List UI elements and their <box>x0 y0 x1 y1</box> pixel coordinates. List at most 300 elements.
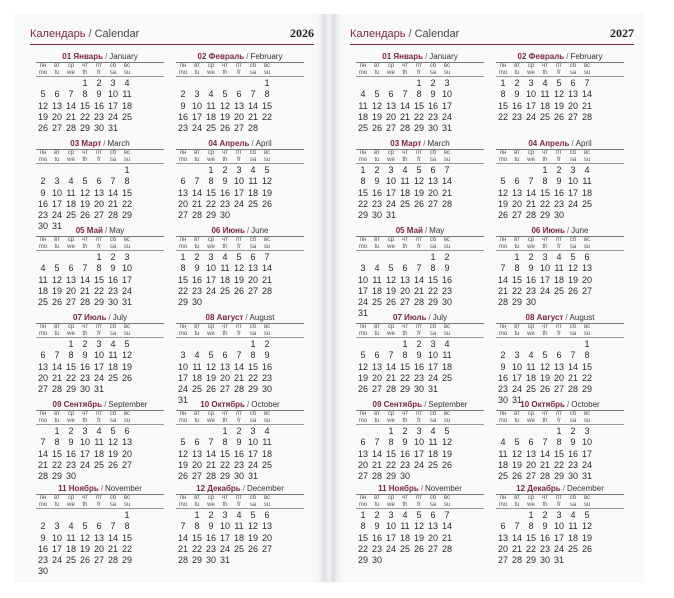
day-cell: 13 <box>65 274 76 285</box>
month-title <box>176 139 304 150</box>
weekday-label: сб <box>429 411 437 417</box>
day-cell: 22 <box>191 543 202 554</box>
month-name-ru: 10 Октябрь <box>200 400 245 409</box>
day-cell: 7 <box>570 350 576 361</box>
day-cell: 5 <box>180 437 186 448</box>
day-cell: 18 <box>219 274 230 285</box>
day-cell: 6 <box>388 89 394 100</box>
day-cell: 1 <box>222 426 228 436</box>
day-cell: 16 <box>427 100 438 111</box>
day-empty <box>204 78 218 89</box>
day-cell: 11 <box>262 437 272 448</box>
day-empty <box>370 426 384 437</box>
weekday-label: вс <box>583 495 591 501</box>
year-label: 2026 <box>290 26 314 40</box>
weekday-label: th <box>82 156 88 163</box>
month-block <box>36 313 164 401</box>
weekday-label: ср <box>527 495 535 501</box>
day-cell: 9 <box>180 100 186 111</box>
day-cell: 22 <box>385 459 396 470</box>
weekday-label: sa <box>429 417 437 424</box>
weekday-label: tu <box>374 501 380 508</box>
day-cell: 3 <box>388 510 394 520</box>
day-cell: 2 <box>208 510 214 520</box>
separator: / <box>242 484 245 493</box>
weekday-label: вт <box>514 150 520 156</box>
day-cell: 16 <box>539 532 550 543</box>
weekday-row-en <box>36 502 164 510</box>
weekday-label: вт <box>374 150 380 156</box>
weekday-label: sa <box>429 501 437 508</box>
day-cell: 26 <box>79 210 90 221</box>
day-empty <box>510 426 524 437</box>
week-row <box>356 297 484 308</box>
week-row <box>176 112 304 123</box>
weekday-label: mo <box>38 330 48 337</box>
weekday-label: вт <box>514 237 520 243</box>
day-cell: 28 <box>385 384 396 395</box>
day-cell: 27 <box>511 210 522 221</box>
day-cell: 4 <box>584 165 590 175</box>
day-cell: 3 <box>222 510 228 520</box>
day-cell: 1 <box>360 165 366 175</box>
month-name-ru: 05 Май <box>395 226 423 235</box>
weekday-label: th <box>222 330 228 337</box>
day-empty <box>398 78 412 89</box>
day-cell: 1 <box>68 339 74 349</box>
weekday-label: fr <box>417 69 421 76</box>
weekday-label: su <box>123 501 131 508</box>
day-cell: 26 <box>385 297 396 308</box>
day-cell: 30 <box>219 210 230 221</box>
day-cell: 12 <box>233 263 244 274</box>
day-cell: 5 <box>82 176 88 187</box>
day-cell: 8 <box>68 350 74 361</box>
weekday-label: вс <box>263 324 271 330</box>
day-cell: 13 <box>427 521 438 532</box>
weekday-label: сб <box>109 495 117 501</box>
weekday-label: сб <box>249 63 257 69</box>
weekday-label: tu <box>54 243 60 250</box>
day-empty <box>552 339 566 350</box>
day-cell: 25 <box>233 543 244 554</box>
day-cell: 11 <box>554 263 564 274</box>
day-cell: 20 <box>233 111 244 122</box>
day-cell: 27 <box>93 210 104 221</box>
day-cell: 3 <box>556 510 562 520</box>
month-name-ru: 01 Январь <box>62 52 104 61</box>
day-cell: 11 <box>400 521 410 532</box>
day-cell: 20 <box>261 532 272 543</box>
day-cell: 4 <box>250 165 256 175</box>
day-cell: 31 <box>511 395 522 406</box>
day-cell: 13 <box>581 263 592 274</box>
page-2027 <box>334 14 644 582</box>
weekday-label: ср <box>527 150 535 156</box>
day-cell: 27 <box>177 210 188 221</box>
day-empty <box>36 78 50 89</box>
month-name-en: December <box>246 484 284 493</box>
day-cell: 7 <box>180 521 186 532</box>
week-row <box>496 555 624 566</box>
day-cell: 1 <box>360 510 366 520</box>
day-cell: 18 <box>441 361 452 372</box>
day-cell: 9 <box>68 437 74 448</box>
month-title <box>356 52 484 63</box>
day-cell: 24 <box>539 285 550 296</box>
month-name-ru: 12 Декабрь <box>516 484 561 493</box>
day-cell: 27 <box>581 285 592 296</box>
weekday-label: чт <box>402 237 408 243</box>
day-cell: 18 <box>553 274 564 285</box>
week-row <box>356 533 484 544</box>
day-cell: 19 <box>567 274 578 285</box>
day-empty <box>36 252 50 263</box>
day-empty <box>64 510 78 521</box>
day-cell: 20 <box>51 111 62 122</box>
day-cell: 10 <box>191 100 202 111</box>
day-cell: 24 <box>191 123 202 134</box>
day-cell: 17 <box>233 187 244 198</box>
weekday-label: пн <box>179 324 187 330</box>
day-empty <box>356 339 370 350</box>
month-name-en: August <box>569 313 595 322</box>
weekday-row-en <box>356 70 484 78</box>
day-empty <box>524 426 538 437</box>
week-row <box>176 89 304 100</box>
week-row <box>496 350 624 361</box>
day-cell: 3 <box>194 89 200 100</box>
day-cell: 16 <box>93 100 104 111</box>
day-cell: 14 <box>51 361 62 372</box>
month-block <box>36 484 164 577</box>
day-cell: 19 <box>107 448 118 459</box>
weekday-label: tu <box>374 417 380 424</box>
weekday-label: su <box>263 156 271 163</box>
weekday-label: вс <box>583 411 591 417</box>
weekday-label: пн <box>179 237 187 243</box>
day-cell: 30 <box>191 297 202 308</box>
day-cell: 21 <box>79 285 90 296</box>
day-cell: 2 <box>194 252 200 262</box>
day-cell: 31 <box>107 123 118 134</box>
week-row <box>496 426 624 437</box>
month-title <box>496 226 624 237</box>
day-cell: 6 <box>54 89 60 100</box>
separator: / <box>424 400 427 409</box>
day-empty <box>356 426 370 437</box>
weekday-label: вс <box>443 411 451 417</box>
day-cell: 6 <box>584 252 590 262</box>
day-cell: 10 <box>121 263 132 274</box>
day-cell: 11 <box>568 521 578 532</box>
day-cell: 29 <box>385 471 396 482</box>
day-cell: 1 <box>208 165 214 175</box>
weekday-row-en <box>356 418 484 426</box>
weekday-label: пн <box>499 237 507 243</box>
month-name-ru: 08 Август <box>525 313 564 322</box>
day-cell: 26 <box>37 123 48 134</box>
day-cell: 27 <box>37 384 48 395</box>
day-cell: 29 <box>191 555 202 566</box>
day-cell: 5 <box>388 263 394 274</box>
day-cell: 24 <box>219 543 230 554</box>
weekday-label: пт <box>416 63 422 69</box>
day-cell: 10 <box>233 176 244 187</box>
month-name-en: May <box>109 226 125 235</box>
weekday-label: su <box>123 69 131 76</box>
day-cell: 16 <box>567 448 578 459</box>
weekday-label: вс <box>123 150 131 156</box>
weekday-label: sa <box>429 243 437 250</box>
day-cell: 1 <box>124 165 130 175</box>
weekday-row-en <box>176 418 304 426</box>
weekday-label: сб <box>569 495 577 501</box>
day-cell: 20 <box>553 372 564 383</box>
day-cell: 18 <box>399 187 410 198</box>
week-row <box>176 210 304 221</box>
day-empty <box>356 252 370 263</box>
day-cell: 21 <box>581 100 592 111</box>
day-cell: 5 <box>250 510 256 520</box>
weekday-label: сб <box>569 150 577 156</box>
day-cell: 1 <box>500 78 506 88</box>
day-cell: 5 <box>570 252 576 262</box>
day-cell: 21 <box>247 111 258 122</box>
day-cell: 16 <box>219 187 230 198</box>
day-cell: 13 <box>567 89 578 100</box>
day-cell: 28 <box>441 198 452 209</box>
day-cell: 27 <box>191 471 202 482</box>
week-row <box>496 362 624 373</box>
weekday-label: пн <box>179 411 187 417</box>
day-empty <box>232 339 246 350</box>
weekday-label: пн <box>359 63 367 69</box>
weekday-label: вс <box>443 237 451 243</box>
day-cell: 23 <box>261 372 272 383</box>
day-cell: 9 <box>264 350 270 361</box>
day-cell: 11 <box>206 100 216 111</box>
month-block <box>176 52 304 140</box>
weekday-label: вс <box>443 324 451 330</box>
day-cell: 7 <box>264 252 270 262</box>
day-cell: 8 <box>416 89 422 100</box>
weekday-label: сб <box>109 150 117 156</box>
day-cell: 23 <box>497 384 508 395</box>
weekday-label: we <box>527 330 535 337</box>
weekday-label: пт <box>96 495 102 501</box>
week-row <box>496 263 624 274</box>
day-cell: 6 <box>40 350 46 361</box>
day-cell: 23 <box>371 198 382 209</box>
day-cell: 24 <box>107 111 118 122</box>
day-cell: 13 <box>247 263 258 274</box>
separator: / <box>251 139 254 148</box>
weekday-label: пт <box>96 324 102 330</box>
day-cell: 8 <box>542 176 548 187</box>
day-cell: 6 <box>556 350 562 361</box>
day-cell: 6 <box>500 521 506 532</box>
day-cell: 6 <box>250 252 256 262</box>
weekday-label: вт <box>194 495 200 501</box>
day-cell: 17 <box>385 187 396 198</box>
day-cell: 8 <box>194 521 200 532</box>
day-cell: 5 <box>416 165 422 175</box>
weekday-label: we <box>527 156 535 163</box>
day-cell: 1 <box>402 339 408 349</box>
weekday-label: we <box>207 330 215 337</box>
day-cell: 8 <box>500 89 506 100</box>
weekday-label: sa <box>109 501 117 508</box>
weekday-label: fr <box>97 156 101 163</box>
day-cell: 30 <box>93 123 104 134</box>
day-cell: 22 <box>93 285 104 296</box>
weekday-label: sa <box>249 156 257 163</box>
day-cell: 19 <box>247 532 258 543</box>
day-cell: 12 <box>107 437 118 448</box>
weekday-label: fr <box>557 156 561 163</box>
weekday-label: tu <box>54 69 60 76</box>
day-cell: 20 <box>371 372 382 383</box>
day-cell: 7 <box>402 89 408 100</box>
weekday-label: fr <box>417 501 421 508</box>
day-cell: 19 <box>233 274 244 285</box>
day-cell: 22 <box>399 372 410 383</box>
day-cell: 25 <box>525 384 536 395</box>
week-row <box>356 123 484 134</box>
day-cell: 22 <box>511 285 522 296</box>
week-row <box>36 544 164 555</box>
month-name-en: February <box>570 52 603 61</box>
day-cell: 26 <box>51 297 62 308</box>
weekday-label: tu <box>374 156 380 163</box>
month-block <box>356 484 484 572</box>
day-cell: 9 <box>402 437 408 448</box>
month-title <box>36 313 164 324</box>
day-cell: 31 <box>247 471 258 482</box>
weekday-label: tu <box>194 330 200 337</box>
day-cell: 25 <box>219 285 230 296</box>
day-empty <box>370 78 384 89</box>
day-cell: 9 <box>514 89 520 100</box>
day-cell: 13 <box>357 448 368 459</box>
day-cell: 10 <box>205 263 216 274</box>
week-row <box>496 176 624 187</box>
day-empty <box>64 78 78 89</box>
day-cell: 23 <box>93 111 104 122</box>
weekday-label: th <box>542 69 548 76</box>
month-title <box>176 484 304 495</box>
day-empty <box>204 339 218 350</box>
day-cell: 19 <box>553 100 564 111</box>
day-cell: 31 <box>385 210 396 221</box>
day-cell: 15 <box>247 361 258 372</box>
week-row <box>176 252 304 263</box>
day-cell: 30 <box>79 384 90 395</box>
day-empty <box>106 510 120 521</box>
day-cell: 24 <box>93 372 104 383</box>
weekday-label: su <box>123 417 131 424</box>
day-cell: 2 <box>542 510 548 520</box>
day-cell: 19 <box>37 111 48 122</box>
weekday-label: ср <box>207 150 215 156</box>
day-cell: 7 <box>110 521 116 532</box>
weekday-label: mo <box>498 156 508 163</box>
day-cell: 17 <box>121 274 132 285</box>
day-cell: 23 <box>525 285 536 296</box>
day-cell: 8 <box>584 350 590 361</box>
week-row <box>496 437 624 448</box>
day-cell: 22 <box>247 372 258 383</box>
day-cell: 14 <box>247 100 258 111</box>
week-row <box>36 384 164 395</box>
weekday-label: сб <box>569 63 577 69</box>
weekday-label: we <box>67 243 75 250</box>
day-empty <box>50 165 64 176</box>
weekday-label: чт <box>82 63 88 69</box>
day-cell: 27 <box>427 198 438 209</box>
day-cell: 11 <box>540 89 550 100</box>
day-cell: 26 <box>247 543 258 554</box>
weekday-label: ср <box>67 324 75 330</box>
weekday-label: вт <box>374 411 380 417</box>
month-title <box>496 139 624 150</box>
weekday-label: sa <box>569 69 577 76</box>
weekday-label: чт <box>542 237 548 243</box>
day-cell: 28 <box>399 123 410 134</box>
day-cell: 16 <box>399 448 410 459</box>
day-cell: 2 <box>430 78 436 88</box>
day-cell: 20 <box>357 459 368 470</box>
day-empty <box>218 339 232 350</box>
weekday-label: сб <box>109 324 117 330</box>
day-cell: 4 <box>264 426 270 436</box>
day-cell: 2 <box>68 426 74 436</box>
day-cell: 15 <box>525 532 536 543</box>
week-row <box>356 350 484 361</box>
day-empty <box>496 165 510 176</box>
day-cell: 19 <box>205 372 216 383</box>
weekday-label: su <box>443 330 451 337</box>
day-cell: 25 <box>567 543 578 554</box>
week-row <box>36 123 164 134</box>
day-cell: 13 <box>191 448 202 459</box>
day-cell: 22 <box>581 372 592 383</box>
weekday-label: fr <box>557 243 561 250</box>
month-name-ru: 01 Январь <box>382 52 424 61</box>
separator: / <box>246 226 250 235</box>
separator: / <box>246 52 249 61</box>
day-cell: 15 <box>385 448 396 459</box>
week-row <box>36 521 164 532</box>
day-cell: 7 <box>444 510 450 520</box>
day-cell: 6 <box>430 510 436 520</box>
month-block <box>176 400 304 488</box>
day-cell: 11 <box>192 361 202 372</box>
weekday-label: sa <box>109 330 117 337</box>
day-cell: 29 <box>93 297 104 308</box>
weekday-label: ср <box>387 63 395 69</box>
separator: / <box>425 52 428 61</box>
weekday-label: fr <box>237 330 241 337</box>
month-name-en: January <box>429 52 458 61</box>
month-block <box>176 226 304 314</box>
day-cell: 23 <box>233 459 244 470</box>
day-empty <box>510 165 524 176</box>
day-cell: 18 <box>525 372 536 383</box>
weekday-label: сб <box>109 411 117 417</box>
week-row <box>176 188 304 199</box>
